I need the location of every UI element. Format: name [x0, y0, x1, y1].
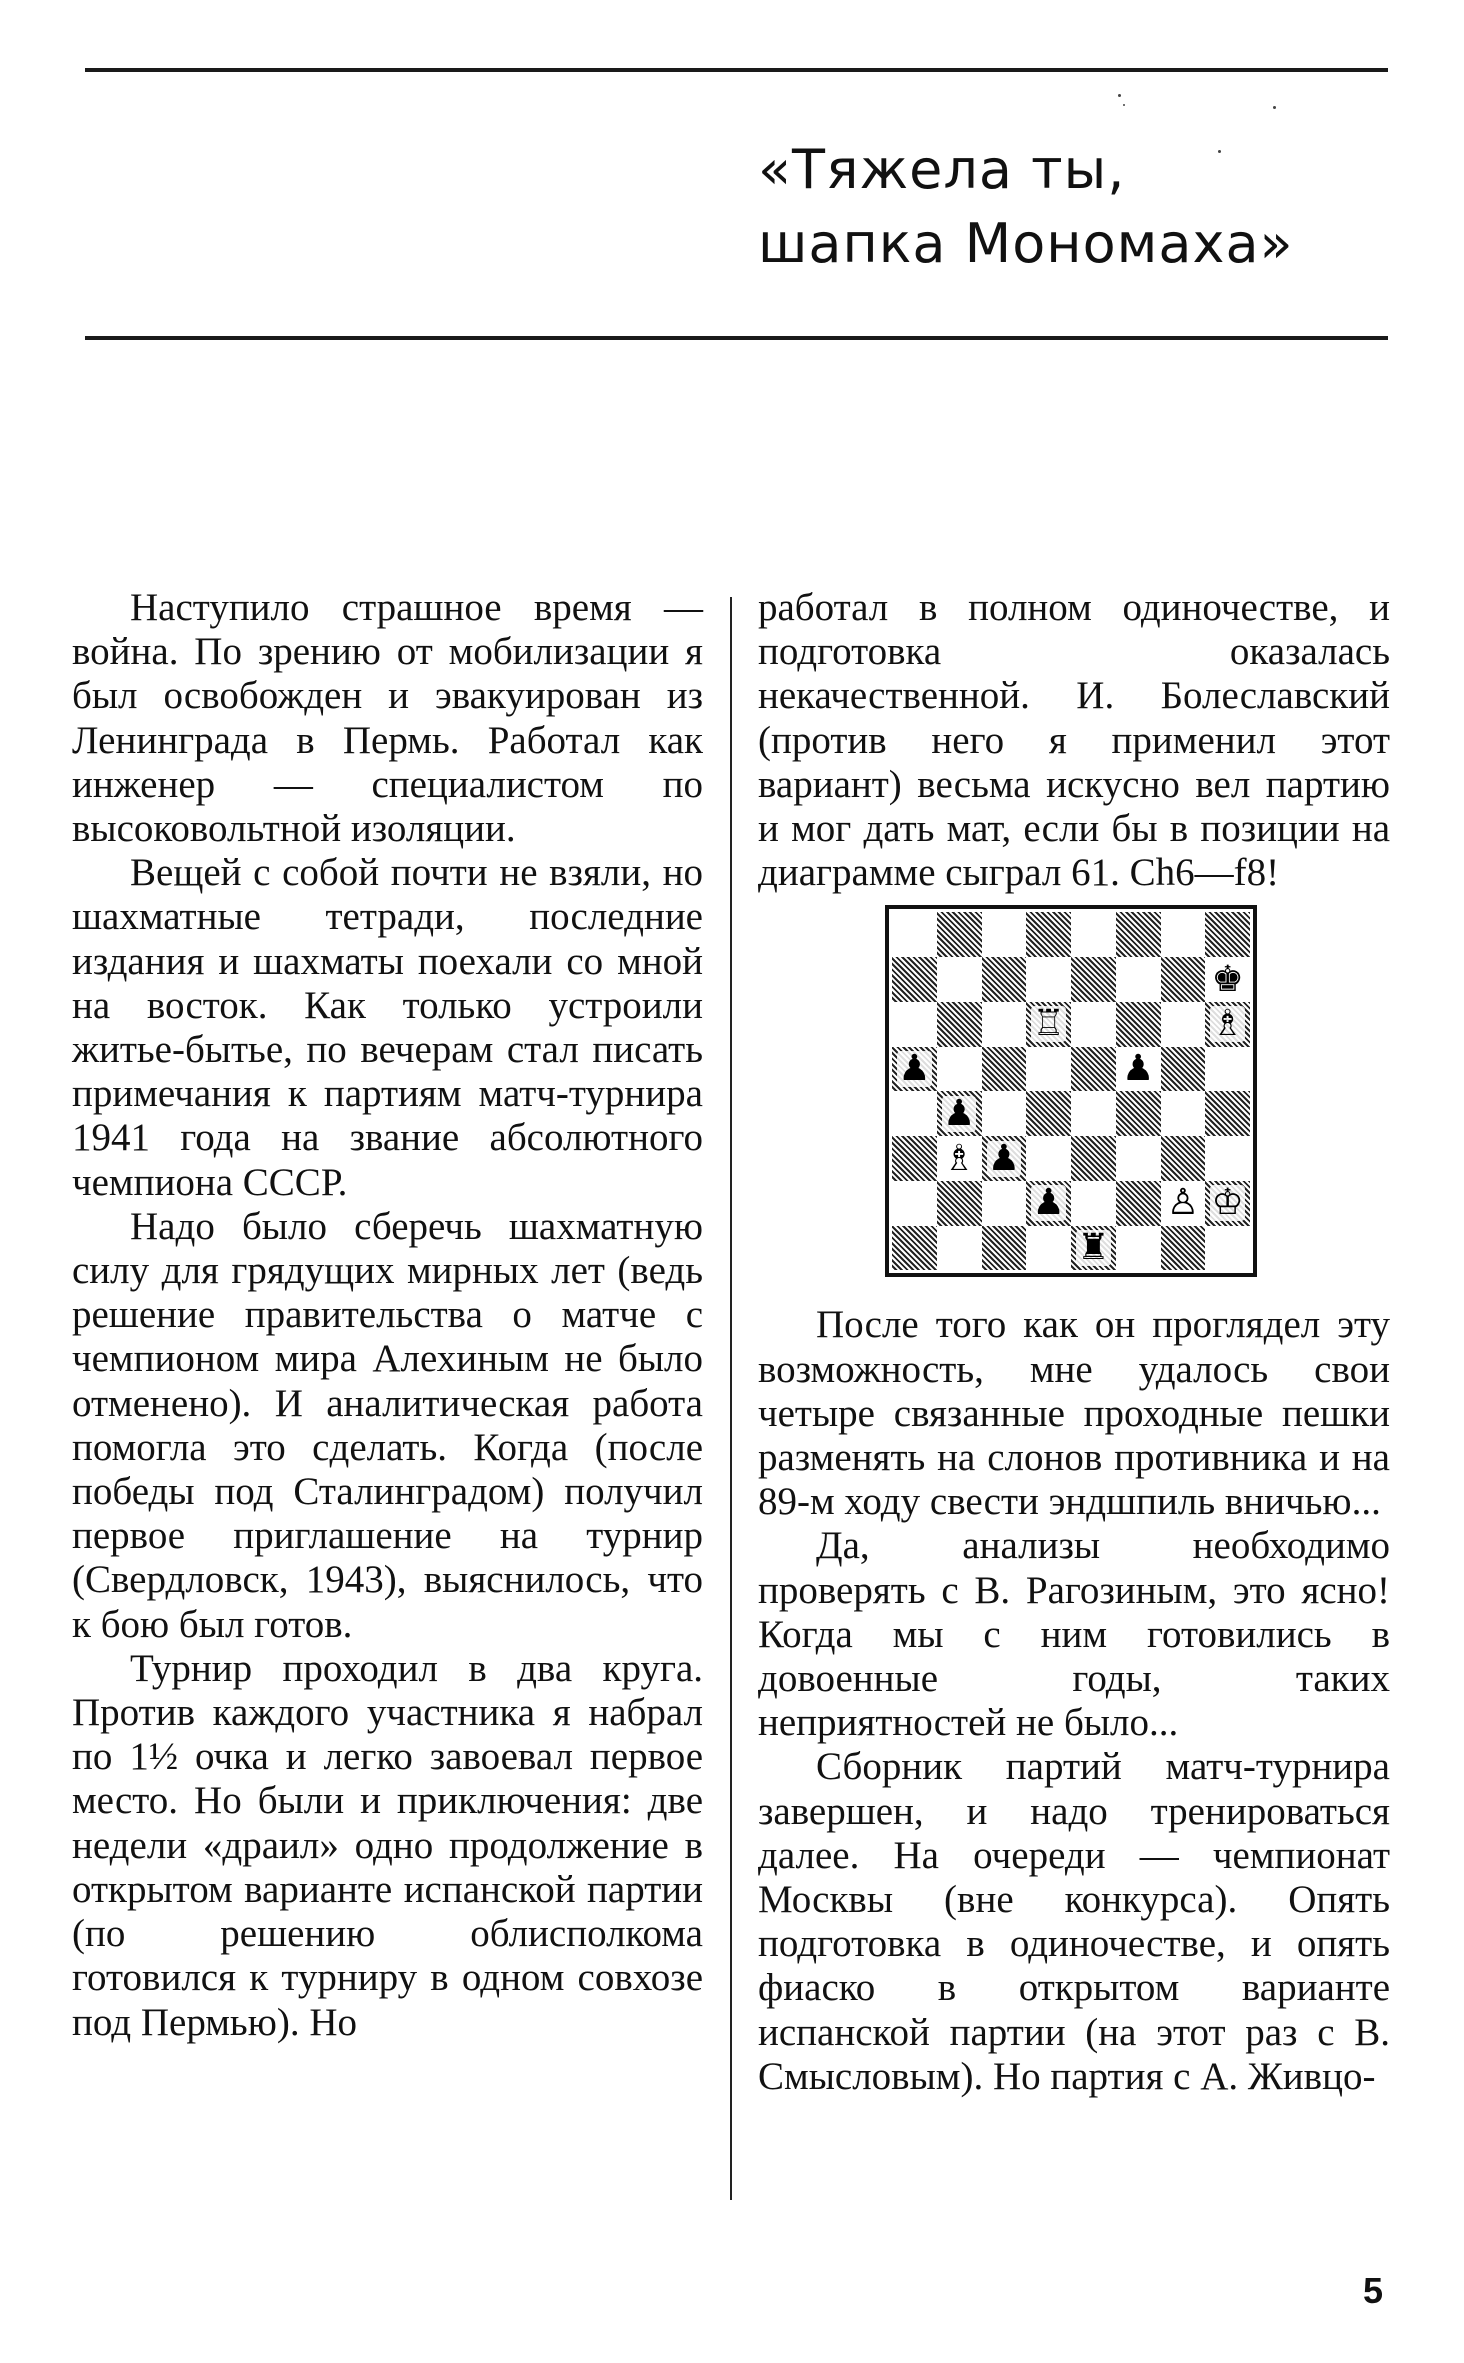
chess-piece: ♗: [942, 1137, 976, 1179]
board-square: [892, 1047, 937, 1092]
board-square: [1071, 1226, 1116, 1271]
chapter-title-line-2: шапка Мономаха»: [758, 212, 1294, 275]
board-square: [892, 1002, 937, 1047]
board-square: [1116, 1136, 1161, 1181]
chess-piece: ♟: [898, 1048, 931, 1090]
board-square: [1205, 1091, 1250, 1136]
board-square: [982, 912, 1027, 957]
board-square: [1161, 957, 1206, 1002]
board-square: [1026, 1002, 1071, 1047]
column-divider: [730, 597, 732, 2200]
board-square: [937, 1002, 982, 1047]
board-square: [1071, 957, 1116, 1002]
board-square: [937, 1226, 982, 1271]
board-square: [1116, 1002, 1161, 1047]
board-square: [982, 957, 1027, 1002]
print-speck: [1118, 94, 1121, 97]
board-square: [937, 1047, 982, 1092]
board-square: [982, 1226, 1027, 1271]
chess-diagram: [885, 905, 1257, 1277]
board-square: [1161, 1181, 1206, 1226]
board-square: [937, 912, 982, 957]
board-square: [937, 1181, 982, 1226]
bottom-rule: [85, 336, 1388, 340]
chess-piece: ♜: [1077, 1227, 1110, 1269]
board-square: [1116, 1226, 1161, 1271]
page-number: 5: [1363, 2270, 1384, 2311]
chess-piece: ♚: [1211, 958, 1244, 1000]
board-square: [1161, 1226, 1206, 1271]
board-square: [1205, 1002, 1250, 1047]
board-square: [982, 1091, 1027, 1136]
chess-piece: ♗: [1211, 1003, 1244, 1045]
board-square: [1026, 912, 1071, 957]
board-square: [1116, 1181, 1161, 1226]
board-square: [982, 1181, 1027, 1226]
chess-piece: ♟: [1121, 1048, 1155, 1090]
board-square: [892, 1181, 937, 1226]
chapter-title-line-1: «Тяжела ты,: [758, 138, 1126, 201]
paragraph: Да, анализы необходимо проверять с В. Рагозиным, это ясно! Когда мы с ним готовились в довоенные годы, таких неприятностей не было...: [758, 1524, 1390, 1745]
board-square: [1071, 1047, 1116, 1092]
top-rule: [85, 68, 1388, 72]
paragraph: Вещей с собой почти не взяли, но шахматные тетради, последние издания и шахматы поехали со мной на восток. Как только устроили житье-бытье, по вечерам стал писать примечания к партиям матч-турнира 1941 года на звание абсолютного чемпиона СССР.: [72, 851, 703, 1204]
board-square: [1161, 1047, 1206, 1092]
board-square: [1026, 1091, 1071, 1136]
board-square: [1071, 1181, 1116, 1226]
board-square: [1026, 1226, 1071, 1271]
print-speck: [1218, 150, 1221, 153]
board-square: [1026, 1181, 1071, 1226]
chess-piece: ♟: [942, 1092, 976, 1134]
board-square: [1205, 1226, 1250, 1271]
board-square: [1071, 1002, 1116, 1047]
paragraph: Сборник партий матч-турнира завершен, и надо тренироваться далее. На очереди — чемпионат Москвы (вне конкурса). Опять подготовка в одиночестве, и опять фиаско в открытом варианте испанской партии (на этот раз с В. Смысловым). Но партия с А. Живцо-: [758, 1745, 1390, 2098]
board-square: [1026, 957, 1071, 1002]
board-square: [937, 1136, 982, 1181]
paragraph: Надо было сберечь шахматную силу для грядущих мирных лет (ведь решение правительства о матче с чемпионом мира Алехиным не было отменено). И аналитическая работа помогла это сделать. Когда (после победы под Сталинградом) получил первое приглашение на турнир (Свердловск, 1943), выяснилось, что к бою был готов.: [72, 1204, 703, 1646]
board-square: [892, 1091, 937, 1136]
chess-piece: ♟: [987, 1137, 1021, 1179]
board-square: [1205, 1047, 1250, 1092]
chess-piece: ♙: [1166, 1182, 1200, 1224]
board-square: [1161, 1002, 1206, 1047]
board-square: [892, 1226, 937, 1271]
paragraph: Наступило страшное время — война. По зрению от мобилизации я был освобожден и эвакуирован из Ленинграда в Пермь. Работал как инженер — специалистом по высоковольтной изоляции.: [72, 586, 703, 851]
board-square: [982, 1002, 1027, 1047]
board-square: [937, 1091, 982, 1136]
print-speck: [1273, 106, 1276, 109]
chess-piece: ♔: [1211, 1182, 1244, 1224]
left-column: [72, 586, 703, 2045]
board-square: [1071, 912, 1116, 957]
board-square: [1161, 1136, 1206, 1181]
board-square: [1161, 1091, 1206, 1136]
board-square: [1116, 1091, 1161, 1136]
board-square: [1071, 1091, 1116, 1136]
board-square: [1116, 1047, 1161, 1092]
chess-piece: ♖: [1032, 1003, 1065, 1045]
board-square: [1116, 957, 1161, 1002]
right-column: [758, 586, 1390, 2099]
board-square: [982, 1047, 1027, 1092]
chess-piece: ♟: [1032, 1182, 1065, 1224]
board-square: [982, 1136, 1027, 1181]
board-square: [1116, 912, 1161, 957]
board-square: [1205, 1136, 1250, 1181]
board-square: [1205, 912, 1250, 957]
board-square: [892, 957, 937, 1002]
board-square: [892, 912, 937, 957]
paragraph: работал в полном одиночестве, и подготовка оказалась некачественной. И. Болеславский (против него я применил этот вариант) весьма искусно вел партию и мог дать мат, если бы в позиции на диаграмме сыграл 61. Сh6—f8!: [758, 586, 1390, 895]
board-square: [1205, 957, 1250, 1002]
print-speck: [1123, 104, 1125, 106]
board-square: [1161, 912, 1206, 957]
board-square: [1026, 1047, 1071, 1092]
board-square: [1026, 1136, 1071, 1181]
board-square: [1071, 1136, 1116, 1181]
chess-board: [892, 912, 1250, 1270]
board-square: [892, 1136, 937, 1181]
paragraph: После того как он проглядел эту возможность, мне удалось свои четыре связанные проходные пешки разменять на слонов противника и на 89-м ходу свести эндшпиль вничью...: [758, 1303, 1390, 1524]
board-square: [1205, 1181, 1250, 1226]
board-square: [937, 957, 982, 1002]
paragraph: Турнир проходил в два круга. Против каждого участника я набрал по 1½ очка и легко завоевал первое место. Но были и приключения: две недели «драил» одно продолжение в открытом варианте испанской партии (по решению облисполкома готовился к турниру в одном совхозе под Пермью). Но: [72, 1646, 703, 2044]
